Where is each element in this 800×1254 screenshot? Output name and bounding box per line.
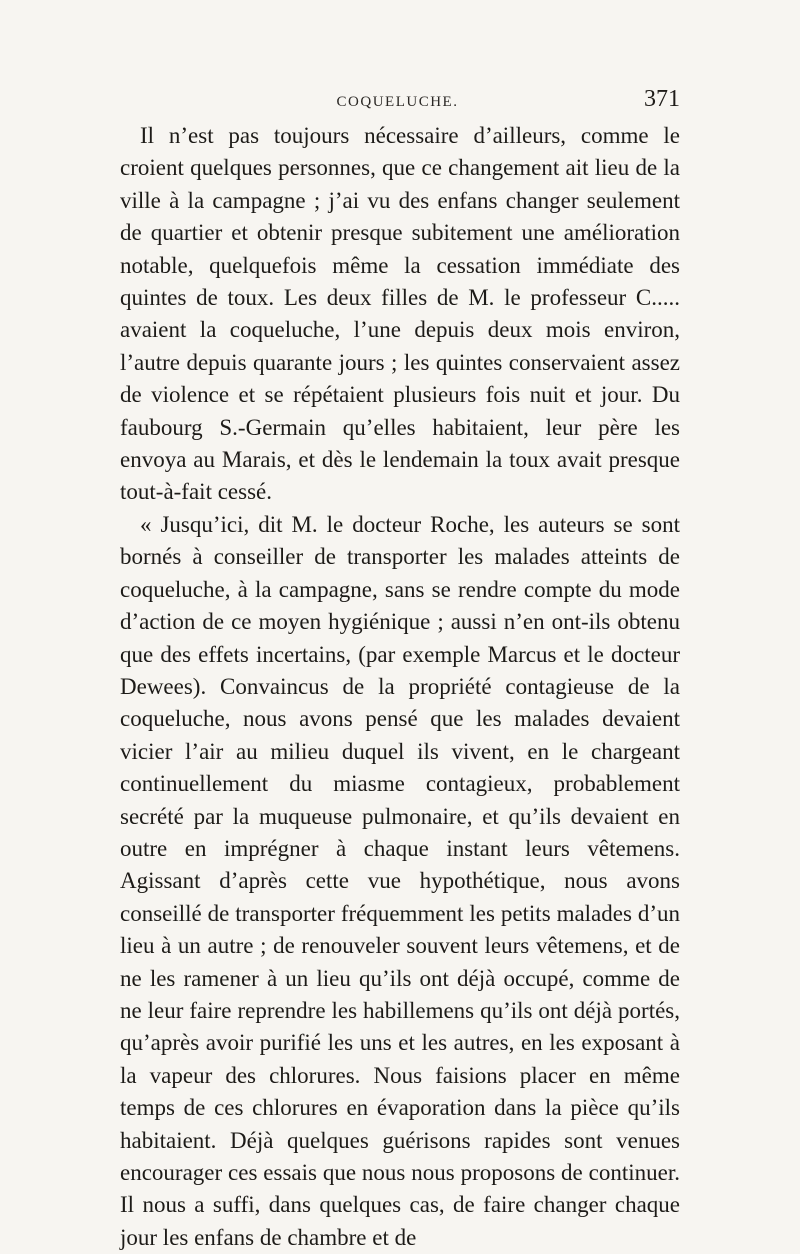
page-number: 371 — [644, 86, 680, 112]
running-title: COQUELUCHE. — [336, 94, 459, 110]
paragraph-1: Il n’est pas toujours nécessaire d’ailleurs, comme le croient quelques personnes, que ce changement ait lieu de la ville à la campagne ; j’ai vu des enfans changer seulement de quartier et obtenir presque subitement une amélioration notable, quelquefois même la cessation immédiate des quintes de toux. Les deux filles de M. le professeur C..... avaient la coqueluche, l’une depuis deux mois environ, l’autre depuis quarante jours ; les quintes conservaient assez de violence et se répétaient plusieurs fois nuit et jour. Du faubourg S.-Germain qu’elles habitaient, leur père les envoya au Marais, et dès le lendemain la toux avait presque tout-à-fait cessé. — [120, 123, 680, 505]
running-head — [115, 86, 680, 118]
paragraph-2: « Jusqu’ici, dit M. le docteur Roche, les auteurs se sont bornés à conseiller de transporter les malades atteints de coqueluche, à la campagne, sans se rendre compte du mode d’action de ce moyen hygiénique ; aussi n’en ont-ils obtenu que des effets incertains, (par exemple Marcus et le docteur Dewees). Convaincus de la propriété contagieuse de la coqueluche, nous avons pensé que les malades devaient vicier l’air au milieu duquel ils vivent, en le chargeant continuellement du miasme contagieux, probablement secrété par la muqueuse pulmonaire, et qu’ils devaient en outre en imprégner à chaque instant leurs vêtemens. Agissant d’après cette vue hypothétique, nous avons conseillé de transporter fréquemment les petits malades d’un lieu à un autre ; de renouveler souvent leurs vêtemens, et de ne les ramener à un lieu qu’ils ont déjà occupé, comme de ne leur faire reprendre les habillemens qu’ils ont déjà portés, qu’après avoir purifié les uns et les autres, en les exposant à la vapeur des chlorures. Nous faisions placer en même temps de ces chlorures en évaporation dans la pièce qu’ils habitaient. Déjà quelques guérisons rapides sont venues encourager ces essais que nous nous proposons de continuer. Il nous a suffi, dans quelques cas, de faire changer chaque jour les enfans de chambre et de — [120, 511, 680, 1250]
body-text — [120, 120, 680, 1254]
